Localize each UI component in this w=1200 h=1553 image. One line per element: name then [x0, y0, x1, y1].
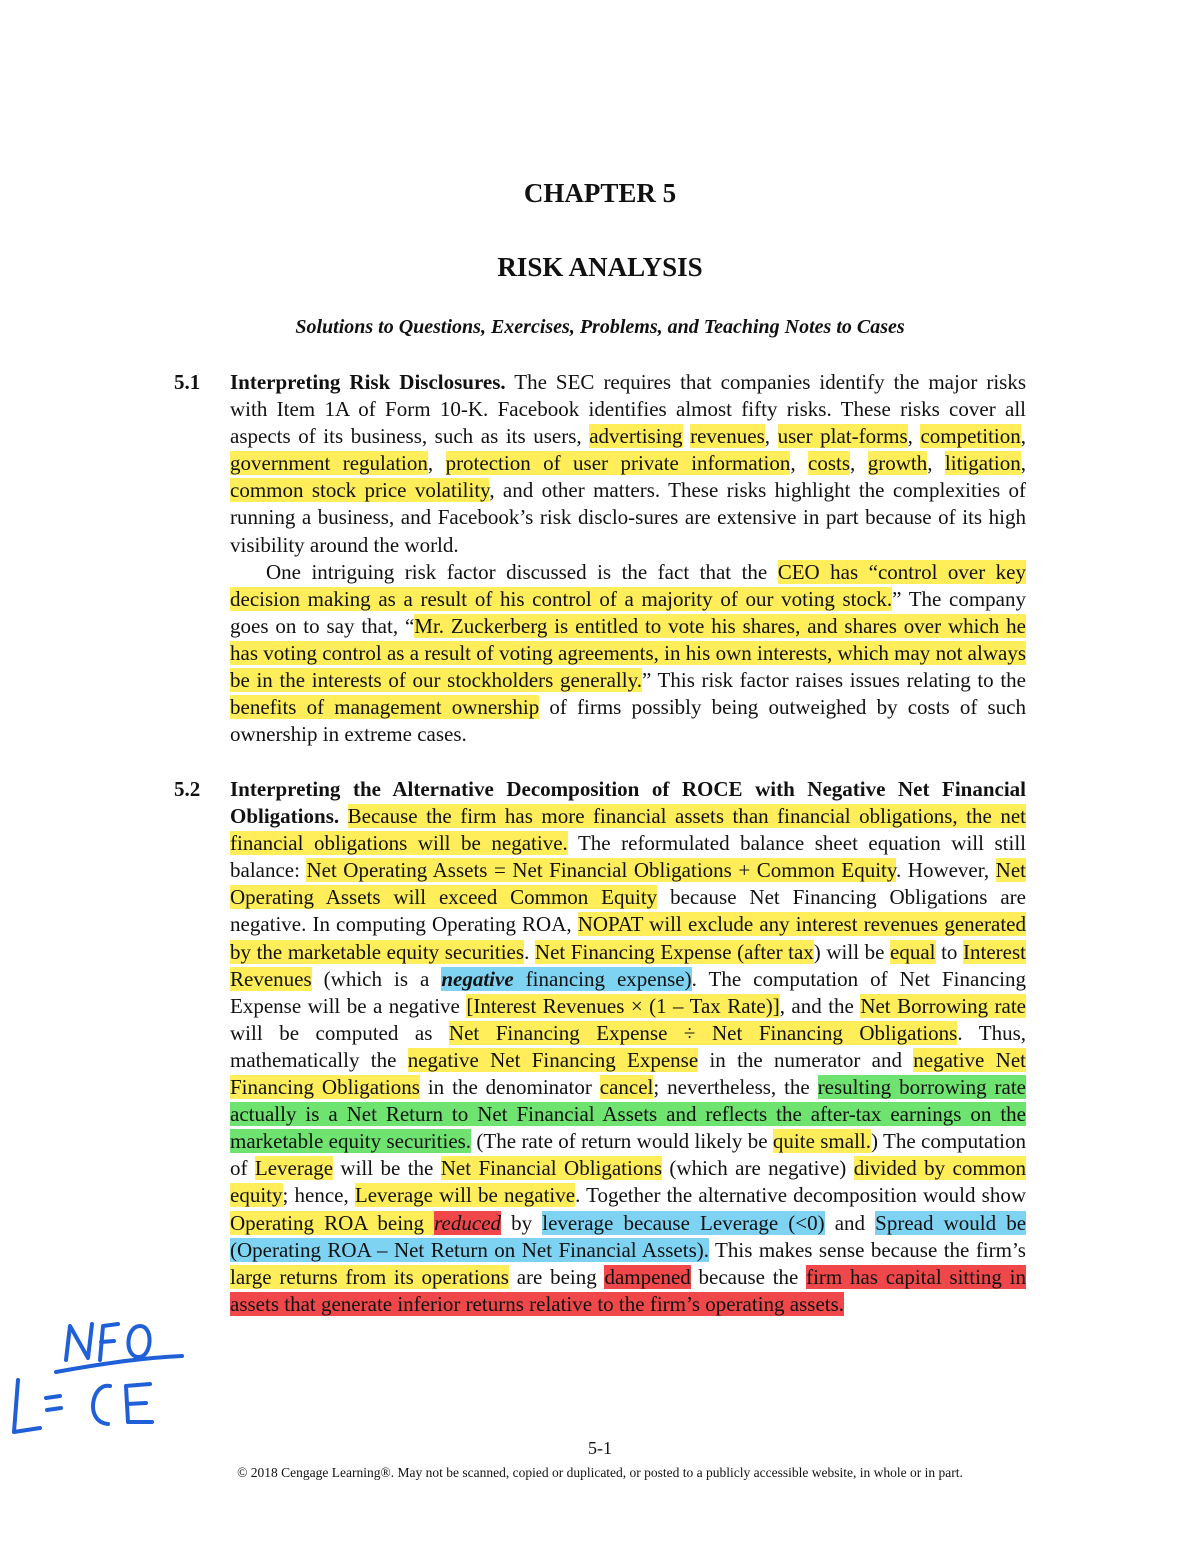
text-run: . However, — [896, 858, 996, 883]
yellow-highlight: growth — [867, 451, 928, 476]
text-run: , — [907, 424, 921, 449]
chapter-title: RISK ANALYSIS — [497, 252, 703, 282]
blue-highlight: (Operating ROA – Net Return on Net Financial Assets). — [230, 1237, 709, 1262]
section-body — [230, 369, 1026, 748]
blue-highlight: leverage because Leverage (<0) — [542, 1210, 825, 1235]
section-heading: Interpreting the Alternative Decomposition of ROCE with Negative Net Financial Obligations. — [230, 777, 1026, 829]
yellow-highlight: Interest Revenues — [230, 939, 1026, 991]
red-highlight: dampened — [604, 1264, 691, 1289]
text-run: of firms possibly being outweighed by costs of such ownership in extreme cases. — [230, 695, 1027, 747]
text-run: ) will be — [813, 939, 891, 964]
section-5-2 — [174, 776, 1026, 1318]
text-run: in the numerator and — [698, 1047, 914, 1072]
text-run — [683, 424, 691, 448]
yellow-highlight: advertising — [589, 424, 683, 449]
text-run: ; nevertheless, the — [653, 1075, 818, 1100]
blue-highlight: Spread would be — [875, 1210, 1027, 1235]
text-run: , — [764, 424, 778, 449]
yellow-highlight: CEO has “control over key decision making as a result of his control of a majority of our voting stock. — [230, 559, 1026, 611]
text-run: . Together the alternative decomposition would show — [575, 1183, 1026, 1208]
section-body — [230, 776, 1026, 1318]
yellow-highlight: negative Net Financing Expense — [407, 1047, 699, 1072]
text-run: One intriguing risk factor discussed is the fact that the — [266, 559, 778, 584]
text-run: The SEC requires that companies identify the major risks with Item 1A of Form 10-K. Facebook identifies almost fifty risks. These risks cover all aspects of its business, such as its users, — [230, 370, 1026, 449]
red-highlight: reduced — [434, 1210, 502, 1235]
yellow-highlight: [Interest Revenues × (1 – Tax Rate)] — [466, 993, 780, 1018]
copyright-notice: © 2018 Cengage Learning®. May not be scanned, copied or duplicated, or posted to a publicly accessible website, in whole or in part. — [237, 1465, 963, 1480]
yellow-highlight: Net Financing Expense ÷ Net Financing Obligations — [448, 1020, 958, 1045]
yellow-highlight: Net Operating Assets will exceed Common Equity — [230, 858, 1026, 910]
yellow-highlight: common stock price volatility — [230, 478, 490, 503]
paragraph — [230, 559, 1026, 749]
text-run: ” This risk factor raises issues relating to the — [641, 668, 1026, 693]
text-run: (which are negative) — [662, 1156, 854, 1181]
section-5-1 — [174, 369, 1026, 748]
yellow-highlight: Net Financing Expense (after tax — [534, 939, 814, 964]
text-run: , — [927, 451, 945, 476]
section-number: 5.1 — [174, 370, 201, 394]
yellow-highlight: cancel — [599, 1075, 654, 1100]
yellow-highlight: Because the firm has more financial assets than financial obligations, the net financial obligations will be negative. — [230, 804, 1026, 856]
text-run: because Net Financing Obligations are negative. In computing Operating ROA, — [230, 885, 1026, 937]
yellow-highlight: Leverage — [254, 1156, 334, 1181]
yellow-highlight: Operating ROA being — [230, 1210, 435, 1235]
chapter-subtitle: Solutions to Questions, Exercises, Problems, and Teaching Notes to Cases — [295, 316, 905, 338]
text-run: . Thus, mathematically the — [230, 1020, 1027, 1072]
yellow-highlight: negative Net Financing Obligations — [230, 1047, 1026, 1100]
text-run: (The rate of return would likely be — [471, 1129, 773, 1154]
yellow-highlight: NOPAT will exclude any interest revenues generated by the marketable equity securities — [230, 912, 1026, 964]
red-highlight: firm has capital sitting in assets that generate inferior returns relative to the firm’s operating assets. — [230, 1264, 1026, 1316]
yellow-highlight: equal — [890, 939, 936, 964]
yellow-highlight: costs — [808, 451, 851, 476]
text-run: are being — [508, 1264, 605, 1289]
text-run: because the — [690, 1264, 807, 1289]
blue-highlight: financing expense) — [513, 966, 692, 991]
yellow-highlight: Net Financial Obligations — [440, 1156, 663, 1181]
text-run: , and the — [779, 993, 861, 1018]
text-run: , — [1020, 451, 1026, 476]
section-number: 5.2 — [174, 777, 201, 801]
green-highlight: resulting borrowing rate actually is a Net Return to Net Financial Assets and reflects the after-tax earnings on the marketable equity securities. — [230, 1075, 1026, 1154]
yellow-highlight: revenues — [690, 424, 765, 449]
text-run: The reformulated balance sheet equation will still balance: — [230, 831, 1026, 883]
text-run: will be the — [333, 1156, 441, 1181]
text-run: . The computation of Net Financing Expense will be a negative — [230, 966, 1026, 1018]
yellow-highlight: benefits of management ownership — [230, 695, 540, 720]
text-run: , — [790, 451, 809, 476]
text-run: , — [850, 451, 868, 476]
page-number: 5-1 — [588, 1438, 612, 1458]
text-run: will be computed as — [230, 1020, 449, 1045]
paragraph — [230, 369, 1026, 559]
text-run: ” The company goes on to say that, “ — [230, 586, 1026, 638]
yellow-highlight: large returns from its operations — [230, 1264, 509, 1289]
yellow-highlight: divided by common equity — [230, 1156, 1026, 1208]
yellow-highlight: litigation — [944, 451, 1021, 476]
text-run: (which is a — [311, 966, 442, 991]
yellow-highlight: Net Operating Assets = Net Financial Obligations + Common Equity — [306, 858, 897, 883]
text-run: ) The computation of — [230, 1129, 1026, 1181]
section-heading: Interpreting Risk Disclosures. — [230, 370, 506, 394]
text-run: to — [935, 939, 964, 964]
yellow-highlight: Net Borrowing rate — [860, 993, 1026, 1018]
yellow-highlight: quite small. — [772, 1129, 872, 1154]
yellow-highlight: government regulation — [230, 451, 428, 476]
text-run: ; hence, — [282, 1183, 355, 1208]
yellow-highlight: protection of user private information — [445, 451, 791, 476]
text-run: , — [427, 451, 446, 476]
text-run: and — [824, 1210, 876, 1235]
text-run: , — [1020, 424, 1027, 449]
text-run: by — [501, 1210, 543, 1235]
text-run: . — [524, 939, 535, 964]
chapter-number: CHAPTER 5 — [523, 178, 677, 208]
yellow-highlight: competition — [920, 424, 1021, 449]
handwritten-leverage-formula — [0, 1300, 200, 1450]
text-run: This makes sense because the firm’s — [709, 1237, 1026, 1262]
yellow-highlight: user plat-forms — [777, 424, 908, 449]
yellow-highlight: Mr. Zuckerberg is entitled to vote his shares, and shares over which he has voting control as a result of voting agreements, in his own interests, which may not always be in the interests of our stockholders generally. — [230, 613, 1026, 693]
yellow-highlight: Leverage will be negative — [354, 1183, 576, 1208]
text-run — [339, 804, 348, 828]
blue-highlight: negative — [441, 966, 514, 991]
text-run: , and other matters. These risks highlight the complexities of running a business, and Facebook’s risk disclo-sures are extensive in part because of its high visibility around the world. — [230, 478, 1026, 557]
paragraph — [230, 776, 1026, 1318]
text-run: in the denominator — [419, 1075, 600, 1100]
